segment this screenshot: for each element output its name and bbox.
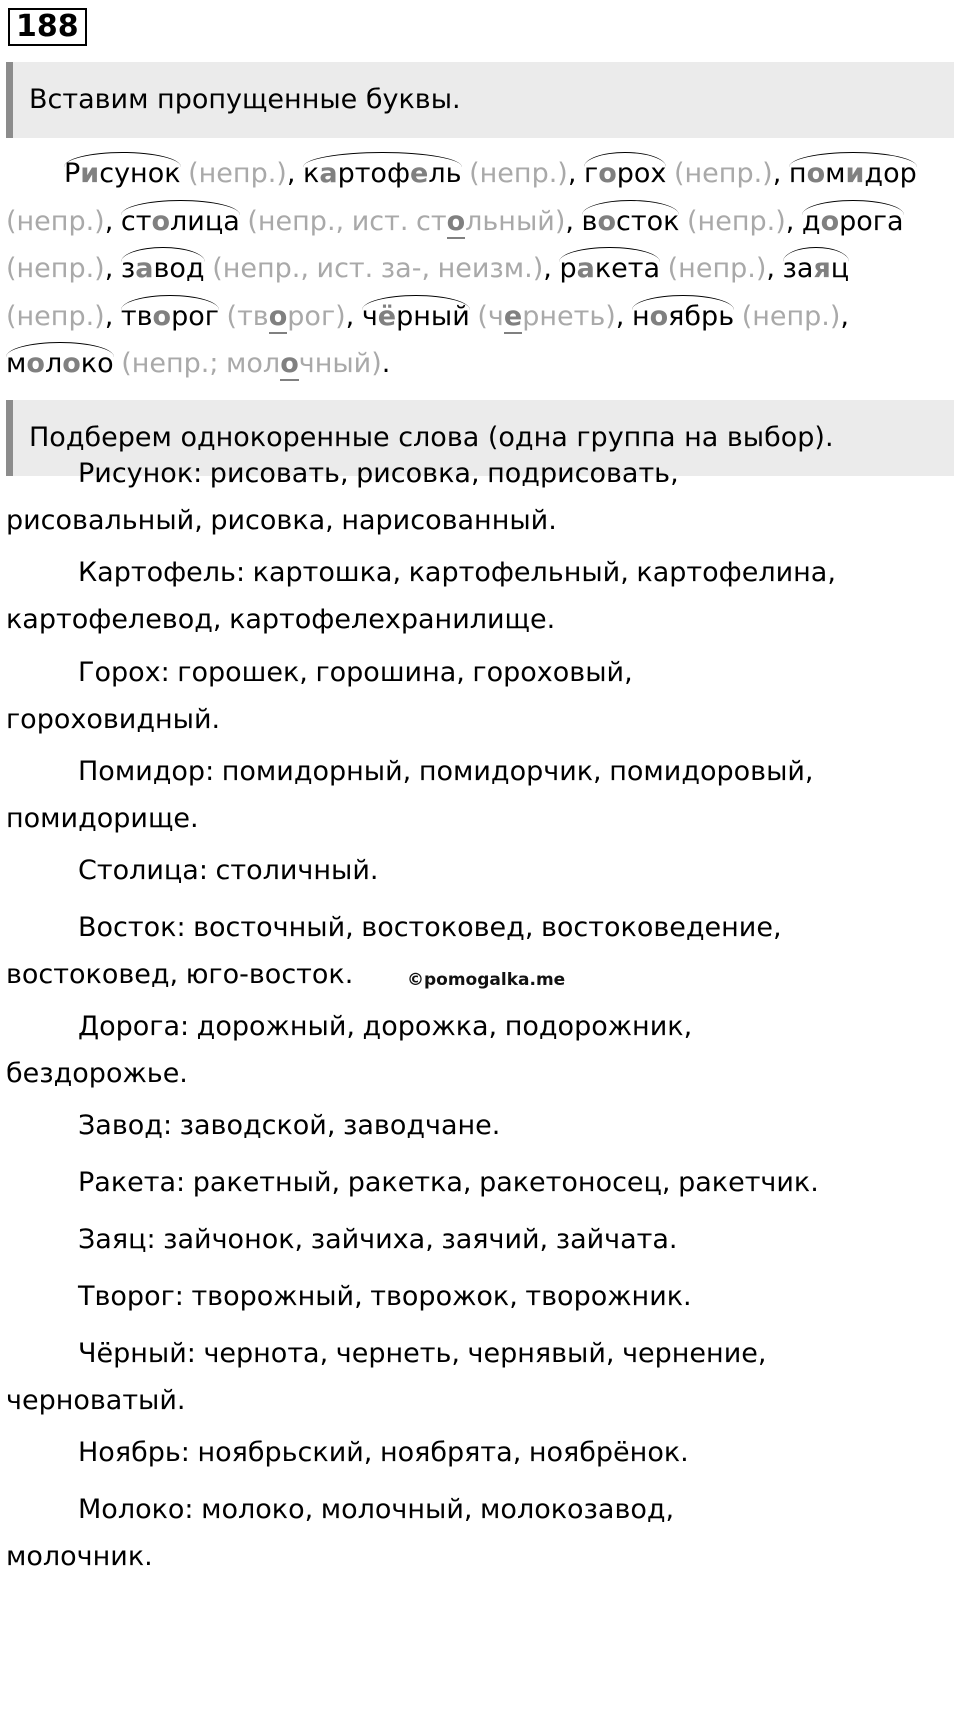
check-note: [687, 206, 786, 237]
root-word: [121, 253, 205, 285]
word-part: рный: [396, 300, 470, 332]
word-part: г: [584, 158, 599, 189]
inserted-letter: а: [319, 158, 338, 189]
word-part: л: [44, 348, 63, 379]
word-part: тв: [120, 300, 153, 332]
separator: ,: [772, 158, 782, 189]
check-letter: о: [268, 300, 288, 332]
cognate-group-line: Завод: заводской, заводчане.: [78, 1110, 501, 1141]
separator: ,: [766, 253, 783, 284]
inserted-letter: о: [598, 158, 617, 189]
root-arc-mark: [362, 295, 470, 310]
cognate-group-line: Горох: горошек, горошина, гороховый,: [78, 657, 633, 688]
check-note-text: (непр.): [469, 158, 568, 189]
cognate-group-continuation: рисовальный, рисовка, нарисованный.: [6, 505, 557, 536]
check-note: [469, 158, 568, 189]
check-note: [121, 348, 382, 381]
word-part: вод: [153, 253, 205, 284]
check-note: [674, 158, 773, 189]
cognate-group-continuation: гороховидный.: [6, 704, 221, 735]
exercise-number: 188: [8, 8, 87, 46]
word-list-paragraph: [6, 150, 954, 388]
cognate-group-line: Заяц: зайчонок, зайчиха, заячий, зайчата.: [78, 1224, 678, 1255]
word-part: н: [631, 300, 650, 332]
root-arc-mark: [121, 295, 219, 310]
cognate-group: [6, 748, 954, 842]
check-note: [668, 253, 767, 284]
separator: ,: [104, 205, 121, 237]
separator: ,: [345, 300, 362, 332]
cognate-group-continuation: черноватый.: [6, 1385, 186, 1416]
check-letter: о: [280, 348, 299, 379]
root-arc-mark: [584, 152, 666, 167]
cognate-group: [6, 1429, 954, 1476]
cognate-group-line: Восток: восточный, востоковед, востоковедение,: [78, 912, 782, 943]
word-part: р: [559, 253, 577, 284]
word-part: ртоф: [337, 158, 411, 189]
cognate-group: [6, 847, 954, 894]
word-part: дор: [864, 158, 917, 189]
inserted-letter: о: [152, 300, 172, 332]
check-letter: о: [446, 205, 466, 237]
check-note-text: (непр.): [6, 300, 105, 332]
word-part: рох: [616, 158, 667, 189]
word-part: ц: [830, 253, 850, 284]
cognate-group: [6, 549, 954, 643]
root-arc-mark: [632, 295, 734, 310]
word-part: Р: [64, 158, 81, 189]
cognate-group: [6, 1486, 954, 1580]
check-note-text: чный): [298, 348, 382, 379]
separator: ,: [286, 158, 304, 189]
cognate-group-line: Ракета: ракетный, ракетка, ракетоносец, ракетчик.: [78, 1167, 819, 1198]
inserted-letter: а: [135, 253, 154, 284]
cognate-group-line: Ноябрь: ноябрьский, ноябрята, ноябрёнок.: [78, 1437, 689, 1468]
check-note-text: (непр.): [188, 158, 287, 189]
root-arc-mark: [783, 247, 850, 262]
check-note-text: (тв: [226, 300, 269, 332]
section-heading-insert-letters: Вставим пропущенные буквы.: [6, 62, 954, 138]
cognate-group-continuation: картофелевод, картофелехранилище.: [6, 604, 556, 635]
root-word: [559, 253, 660, 285]
word-part: сунок: [99, 158, 181, 189]
check-note-text: (непр.): [741, 300, 841, 332]
cognate-group: [6, 1216, 954, 1263]
check-note-text: льный): [465, 205, 566, 237]
root-word: [6, 348, 114, 380]
root-arc-mark: [582, 200, 680, 215]
inserted-letter: ё: [377, 300, 397, 332]
root-word: [121, 206, 240, 238]
check-note: [227, 301, 346, 334]
cognate-group-line: Помидор: помидорный, помидорчик, помидоровый,: [78, 756, 814, 787]
cognate-group: [6, 1330, 954, 1424]
separator: ,: [567, 158, 585, 189]
cognate-group: [6, 1003, 954, 1097]
root-word: [121, 301, 219, 333]
check-note: [742, 301, 841, 332]
cognate-group-line: Рисунок: рисовать, рисовка, подрисовать,: [78, 458, 679, 489]
root-arc-mark: [559, 247, 660, 262]
word-part: м: [6, 348, 27, 379]
check-note: [6, 301, 105, 332]
root-word: [802, 206, 904, 238]
check-note: [6, 206, 105, 237]
word-part: з: [120, 253, 136, 284]
root-word: [362, 301, 470, 333]
inserted-letter: о: [26, 348, 45, 379]
root-arc-mark: [6, 342, 114, 357]
check-note: [212, 253, 543, 284]
word-part: ябрь: [668, 300, 735, 332]
separator: ,: [565, 205, 582, 237]
root-word: [303, 158, 462, 190]
word-part: сток: [616, 205, 680, 237]
root-word: [584, 158, 666, 190]
check-note-text: (непр.; мол: [121, 348, 281, 379]
check-note-text: (непр.): [6, 205, 105, 237]
cognate-group: [6, 1273, 954, 1320]
cognate-group-continuation: востоковед, юго-восток.: [6, 959, 354, 990]
root-arc-mark: [789, 152, 917, 167]
word-part: лица: [170, 205, 240, 237]
check-note-text: (ч: [477, 300, 504, 332]
inserted-letter: о: [806, 158, 826, 189]
word-part: ч: [361, 300, 378, 332]
word-part: ст: [120, 205, 152, 237]
separator: .: [381, 348, 391, 379]
inserted-letter: о: [820, 205, 840, 237]
cognate-group-continuation: молочник.: [6, 1541, 153, 1572]
separator: ,: [785, 205, 802, 237]
separator: ,: [104, 300, 121, 332]
cognate-group-continuation: помидорище.: [6, 803, 199, 834]
inserted-letter: о: [649, 300, 669, 332]
word-part: кета: [594, 253, 661, 284]
root-word: [632, 301, 734, 333]
word-part: ко: [80, 348, 114, 379]
word-part: в: [581, 205, 598, 237]
root-arc-mark: [121, 247, 205, 262]
check-note-text: (непр., ист. за-, неизм.): [212, 253, 544, 284]
word-part: за: [782, 253, 814, 284]
inserted-letter: и: [80, 158, 100, 189]
check-note-text: (непр.): [687, 205, 786, 237]
root-word: [582, 206, 680, 238]
cognate-group-line: Картофель: картошка, картофельный, картофелина,: [78, 557, 836, 588]
cognate-group-line: Столица: столичный.: [78, 855, 379, 886]
check-note-text: рнеть): [522, 300, 616, 332]
cognate-group-line: Чёрный: чернота, чернеть, чернявый, чернение,: [78, 1338, 767, 1369]
check-note-text: (непр.): [6, 253, 105, 284]
root-arc-mark: [303, 152, 462, 167]
root-word: [64, 158, 181, 190]
check-note-text: (непр., ист. ст: [247, 205, 447, 237]
inserted-letter: и: [845, 158, 865, 189]
check-note: [477, 301, 615, 334]
cognate-group: [6, 1159, 954, 1206]
inserted-letter: е: [410, 158, 429, 189]
root-word: [783, 253, 850, 285]
cognate-group: [6, 1102, 954, 1149]
word-part: к: [303, 158, 320, 189]
separator: ,: [840, 300, 850, 332]
separator: ,: [615, 300, 632, 332]
check-note-text: (непр.): [674, 158, 773, 189]
word-part: рог: [171, 300, 219, 332]
check-note: [6, 253, 105, 284]
separator: ,: [104, 253, 121, 284]
root-arc-mark: [802, 200, 904, 215]
check-note: [188, 158, 287, 189]
root-word: [789, 158, 917, 190]
inserted-letter: о: [151, 205, 171, 237]
watermark: ©pomogalka.me: [407, 970, 566, 990]
cognate-group: [6, 649, 954, 743]
check-note-text: (непр.): [667, 253, 767, 284]
inserted-letter: о: [62, 348, 81, 379]
cognate-group-continuation: бездорожье.: [6, 1058, 188, 1089]
check-note: [247, 206, 565, 239]
cognate-group-line: Творог: творожный, творожок, творожник.: [78, 1281, 692, 1312]
word-part: д: [801, 205, 821, 237]
root-arc-mark: [121, 200, 240, 215]
inserted-letter: а: [576, 253, 595, 284]
separator: ,: [543, 253, 552, 284]
word-part: ль: [428, 158, 462, 189]
root-arc-mark: [64, 152, 181, 167]
word-part: рога: [839, 205, 904, 237]
cognate-group: [6, 450, 954, 544]
inserted-letter: я: [813, 253, 831, 284]
cognate-group-line: Дорога: дорожный, дорожка, подорожник,: [78, 1011, 693, 1042]
word-part: п: [788, 158, 807, 189]
section-heading-cognate-words: Подберем однокоренные слова (одна группа на выбор).: [6, 400, 954, 476]
check-letter: е: [503, 300, 523, 332]
cognate-group-line: Молоко: молоко, молочный, молокозавод,: [78, 1494, 675, 1525]
check-note-text: рог): [287, 300, 346, 332]
inserted-letter: о: [597, 205, 617, 237]
word-part: м: [825, 158, 846, 189]
